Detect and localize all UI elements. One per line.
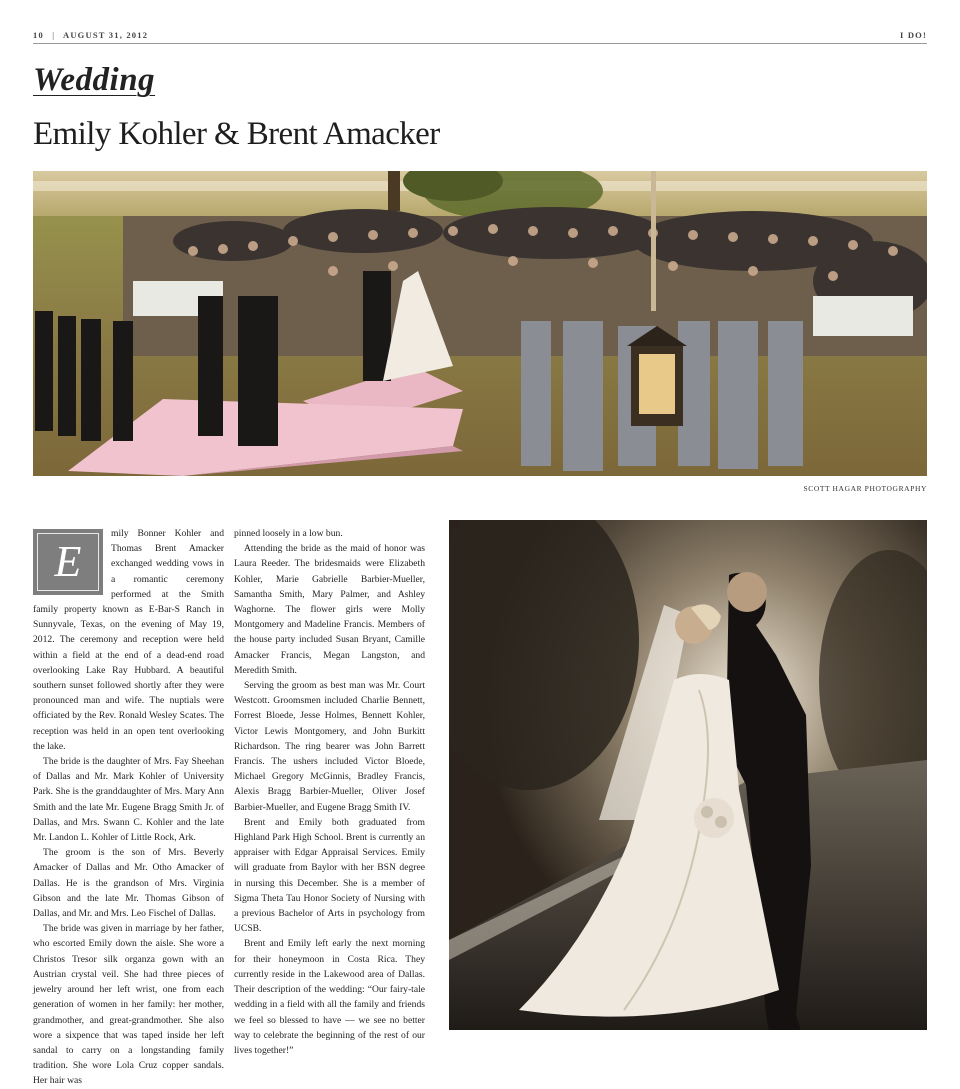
header-left <box>33 30 148 40</box>
dropcap <box>33 529 103 595</box>
section-title: Wedding <box>33 62 156 98</box>
dropcap-letter: E <box>37 533 99 591</box>
paragraph: The bride is the daughter of Mrs. Fay Sheehan of Dallas and Mr. Mark Kohler of University Park. She is the granddaughter of Mrs. Mary Ann Smith and the late Mr. Eugene Bragg Smith Jr. of Dallas, and Mrs. Swann C. Kohler and the late Mr. Landon L. Kohler of Little Rock, Ark. <box>33 756 224 844</box>
publication-name: I DO! <box>899 30 927 40</box>
header-rule <box>33 43 927 44</box>
paragraph: The bride was given in marriage by her father, who escorted Emily down the aisle. She wore a Christos Tresor silk organza gown with an Austrian crystal veil. She had three pieces of jewelry around her left wrist, one from each generation of women in her family: her mother, grandmother, and great-grandmother. She also wore a sixpence that was taped inside her left sandal to carry on a longstanding family tradition. She wore Lola Cruz copper sandals. Her hair was <box>33 923 224 1087</box>
article-column-2 <box>234 526 425 1058</box>
photo-credit: SCOTT HAGAR PHOTOGRAPHY <box>803 484 927 493</box>
paragraph: pinned loosely in a low bun. <box>234 528 343 539</box>
article-column-1 <box>33 526 224 1089</box>
issue-date: AUGUST 31, 2012 <box>63 30 149 40</box>
page-number: 10 <box>33 30 44 40</box>
paragraph: Serving the groom as best man was Mr. Court Westcott. Groomsmen included Charlie Bennett, Forrest Bloede, Jesse Holmes, Bennett Kohler, Victor Lewis Montgomery, and John Burkitt Richardson. The ring bearer was John Barrett Francis. The ushers included Victor Bloede, Michael Gregory McGinnis, Bradley Francis, Alexis Bragg Barbier-Mueller, Oliver Josef Barbier-Mueller, and Eugene Bragg Smith IV. <box>234 680 425 813</box>
paragraph: Brent and Emily left early the next morning for their honeymoon in Costa Rica. They currently reside in the Lakewood area of Dallas. Their description of the wedding: “Our fairy-tale wedding in a field with all the family and friends we feel so blessed to have — we see no better way to celebrate the beginning of the rest of our lives together!” <box>234 938 425 1056</box>
header-separator: | <box>52 30 56 40</box>
couple-photo <box>449 520 927 1030</box>
paragraph: mily Bonner Kohler and Thomas Brent Amacker exchanged wedding vows in a romantic ceremony performed at the Smith family property known as E-Bar-S Ranch in Sunnyvale, Texas, on the evening of May 19, 2012. The ceremony and reception were held within a field at the end of a dead-end road overlooking Lake Ray Hubbard. A beautiful southern sunset followed shortly after they were pronounced man and wife. The nuptials were officiated by the Rev. Ronald Wesley Scates. The reception was held in an open tent overlooking the lake. <box>33 528 224 752</box>
paragraph: The groom is the son of Mrs. Beverly Amacker of Dallas and Mr. Otho Amacker of Dallas. He is the grandson of Mrs. Virginia Gibson and the late Mr. Thomas Gibson of Dallas, and Mr. and Mrs. Leo Fischel of Dallas. <box>33 847 224 920</box>
page-header <box>33 30 927 40</box>
paragraph: Brent and Emily both graduated from Highland Park High School. Brent is currently an appraiser with Edgar Appraisal Services. Emily will graduate from Baylor with her BSN degree in nursing this December. She is a member of Sigma Theta Tau Honor Society of Nursing with a previous Bachelor of Arts in psychology from UCSB. <box>234 816 425 935</box>
paragraph: Attending the bride as the maid of honor was Laura Reeder. The bridesmaids were Elizabeth Kohler, Marie Gabrielle Barbier-Mueller, Samantha Smith, Mary Palmer, and Ashley Waghorne. The flower girls were Molly Montgomery and Madeline Francis. Members of the house party included Susan Bryant, Camille Amacker Francis, Megan Langston, and Meredith Smith. <box>234 543 425 676</box>
article-headline: Emily Kohler & Brent Amacker <box>33 116 440 152</box>
ceremony-photo <box>33 171 927 476</box>
